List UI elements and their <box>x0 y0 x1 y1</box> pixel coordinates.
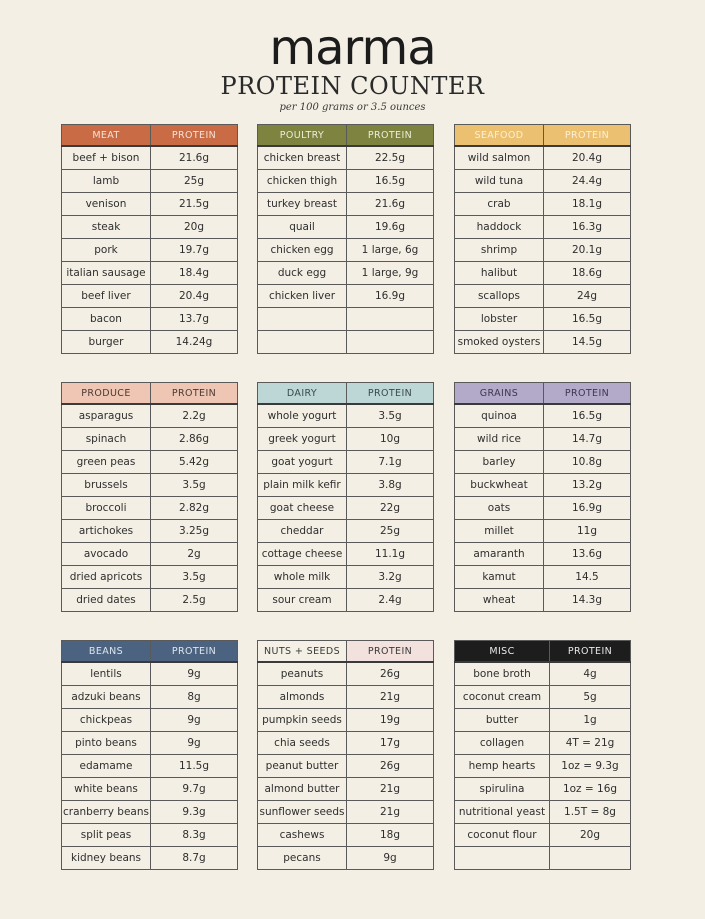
table-row <box>62 239 238 262</box>
food-name: duck egg <box>258 262 347 285</box>
protein-value: 3.5g <box>151 566 238 589</box>
protein-header: PROTEIN <box>544 125 631 147</box>
protein-value: 1oz = 16g <box>550 778 631 801</box>
protein-value: 8g <box>151 686 238 709</box>
food-name: sour cream <box>258 589 347 612</box>
table-row <box>258 285 434 308</box>
food-name: sunflower seeds <box>258 801 347 824</box>
table-row <box>455 497 631 520</box>
table-header-row <box>455 383 631 405</box>
food-name: kamut <box>455 566 544 589</box>
beans-table <box>61 640 238 870</box>
food-name: nutritional yeast <box>455 801 550 824</box>
table-row <box>455 778 631 801</box>
food-name: cashews <box>258 824 347 847</box>
protein-value: 14.7g <box>544 428 631 451</box>
protein-value: 18.6g <box>544 262 631 285</box>
food-name: oats <box>455 497 544 520</box>
protein-value: 9g <box>151 732 238 755</box>
page-subtitle: per 100 grams or 3.5 ounces <box>279 102 426 113</box>
table-row <box>62 451 238 474</box>
protein-value <box>550 847 631 870</box>
table-row <box>62 193 238 216</box>
table-row <box>455 193 631 216</box>
food-name: butter <box>455 709 550 732</box>
page-title: PROTEIN COUNTER <box>220 72 485 100</box>
food-name: lentils <box>62 662 151 686</box>
table-row <box>62 566 238 589</box>
category-header: BEANS <box>62 641 151 663</box>
protein-header: PROTEIN <box>151 383 238 405</box>
table-header-row <box>62 641 238 663</box>
category-header: PRODUCE <box>62 383 151 405</box>
protein-value: 24.4g <box>544 170 631 193</box>
table-header-row <box>258 641 434 663</box>
food-name: quinoa <box>455 404 544 428</box>
table-row <box>258 474 434 497</box>
protein-value: 8.3g <box>151 824 238 847</box>
protein-value: 14.3g <box>544 589 631 612</box>
protein-value: 1g <box>550 709 631 732</box>
table-header-row <box>455 641 631 663</box>
food-name: broccoli <box>62 497 151 520</box>
protein-value: 20.4g <box>151 285 238 308</box>
food-name <box>455 847 550 870</box>
protein-value: 13.2g <box>544 474 631 497</box>
table-row <box>455 732 631 755</box>
protein-value: 7.1g <box>347 451 434 474</box>
category-header: DAIRY <box>258 383 347 405</box>
protein-value: 20g <box>151 216 238 239</box>
produce-table <box>61 382 238 612</box>
table-row <box>258 847 434 870</box>
food-name: goat cheese <box>258 497 347 520</box>
protein-value: 16.9g <box>347 285 434 308</box>
table-row <box>258 216 434 239</box>
protein-value: 19.6g <box>347 216 434 239</box>
protein-value: 21g <box>347 801 434 824</box>
food-name: cheddar <box>258 520 347 543</box>
protein-value: 26g <box>347 755 434 778</box>
table-row <box>258 428 434 451</box>
table-row <box>455 801 631 824</box>
protein-value: 21g <box>347 686 434 709</box>
protein-value: 26g <box>347 662 434 686</box>
food-name: wild rice <box>455 428 544 451</box>
table-row <box>62 589 238 612</box>
food-name: edamame <box>62 755 151 778</box>
table-row <box>455 474 631 497</box>
food-name: beef liver <box>62 285 151 308</box>
food-name: lamb <box>62 170 151 193</box>
protein-header: PROTEIN <box>550 641 631 663</box>
protein-value: 8.7g <box>151 847 238 870</box>
food-name: dried apricots <box>62 566 151 589</box>
protein-value: 9.3g <box>151 801 238 824</box>
protein-value: 13.6g <box>544 543 631 566</box>
food-name: goat yogurt <box>258 451 347 474</box>
food-name: wheat <box>455 589 544 612</box>
table-row <box>62 778 238 801</box>
food-name: asparagus <box>62 404 151 428</box>
table-row <box>62 262 238 285</box>
protein-value: 16.5g <box>544 308 631 331</box>
table-row <box>455 146 631 170</box>
table-row <box>455 239 631 262</box>
food-name: beef + bison <box>62 146 151 170</box>
protein-value: 11g <box>544 520 631 543</box>
table-row <box>455 709 631 732</box>
food-name: plain milk kefir <box>258 474 347 497</box>
protein-value: 16.9g <box>544 497 631 520</box>
protein-value: 17g <box>347 732 434 755</box>
protein-value: 9g <box>151 709 238 732</box>
protein-value: 19g <box>347 709 434 732</box>
protein-value: 22.5g <box>347 146 434 170</box>
food-name: halibut <box>455 262 544 285</box>
table-row <box>258 146 434 170</box>
food-name: bacon <box>62 308 151 331</box>
protein-value: 21.6g <box>347 193 434 216</box>
protein-value: 1 large, 6g <box>347 239 434 262</box>
seafood-table <box>454 124 631 354</box>
food-name: barley <box>455 451 544 474</box>
protein-value: 25g <box>151 170 238 193</box>
food-name: crab <box>455 193 544 216</box>
protein-value: 4T = 21g <box>550 732 631 755</box>
poultry-table <box>257 124 434 354</box>
protein-value: 10.8g <box>544 451 631 474</box>
table-header-row <box>62 383 238 405</box>
protein-value: 16.5g <box>347 170 434 193</box>
table-row <box>455 331 631 354</box>
table-row <box>455 520 631 543</box>
protein-value: 18.4g <box>151 262 238 285</box>
table-row <box>258 170 434 193</box>
category-header: MISC <box>455 641 550 663</box>
table-row <box>62 847 238 870</box>
food-name: pumpkin seeds <box>258 709 347 732</box>
table-row <box>258 520 434 543</box>
table-row <box>258 239 434 262</box>
protein-value: 3.5g <box>347 404 434 428</box>
category-header: POULTRY <box>258 125 347 147</box>
protein-value: 1.5T = 8g <box>550 801 631 824</box>
table-row <box>455 216 631 239</box>
table-row <box>258 732 434 755</box>
table-row <box>258 589 434 612</box>
protein-value: 2.2g <box>151 404 238 428</box>
protein-value: 9g <box>347 847 434 870</box>
table-row <box>455 543 631 566</box>
table-row <box>455 308 631 331</box>
food-name: cottage cheese <box>258 543 347 566</box>
table-row <box>62 170 238 193</box>
grains-table <box>454 382 631 612</box>
table-row <box>62 331 238 354</box>
table-row <box>62 497 238 520</box>
table-row <box>62 146 238 170</box>
protein-value: 3.5g <box>151 474 238 497</box>
category-header: MEAT <box>62 125 151 147</box>
food-name: coconut flour <box>455 824 550 847</box>
protein-value: 22g <box>347 497 434 520</box>
food-name: kidney beans <box>62 847 151 870</box>
food-name: bone broth <box>455 662 550 686</box>
protein-value: 1 large, 9g <box>347 262 434 285</box>
table-row <box>258 404 434 428</box>
food-name: quail <box>258 216 347 239</box>
protein-value: 2.4g <box>347 589 434 612</box>
food-name: scallops <box>455 285 544 308</box>
table-row <box>62 428 238 451</box>
protein-value: 20.1g <box>544 239 631 262</box>
table-header-row <box>258 125 434 147</box>
food-name: chicken liver <box>258 285 347 308</box>
protein-value: 11.5g <box>151 755 238 778</box>
protein-value: 21.5g <box>151 193 238 216</box>
food-name: chicken breast <box>258 146 347 170</box>
protein-value: 11.1g <box>347 543 434 566</box>
protein-value: 4g <box>550 662 631 686</box>
food-name: white beans <box>62 778 151 801</box>
table-row <box>455 404 631 428</box>
food-name: almond butter <box>258 778 347 801</box>
table-row <box>455 285 631 308</box>
dairy-table <box>257 382 434 612</box>
category-header: NUTS + SEEDS <box>258 641 347 663</box>
table-row <box>258 778 434 801</box>
food-name: artichokes <box>62 520 151 543</box>
food-name: burger <box>62 331 151 354</box>
food-name: turkey breast <box>258 193 347 216</box>
table-header-row <box>258 383 434 405</box>
protein-value: 25g <box>347 520 434 543</box>
food-name: pinto beans <box>62 732 151 755</box>
table-header-row <box>62 125 238 147</box>
food-name: steak <box>62 216 151 239</box>
table-row <box>455 451 631 474</box>
food-name: greek yogurt <box>258 428 347 451</box>
food-name: chickpeas <box>62 709 151 732</box>
protein-value: 21.6g <box>151 146 238 170</box>
food-name: haddock <box>455 216 544 239</box>
food-name: hemp hearts <box>455 755 550 778</box>
food-name: chicken thigh <box>258 170 347 193</box>
food-name: smoked oysters <box>455 331 544 354</box>
food-name: amaranth <box>455 543 544 566</box>
food-name: venison <box>62 193 151 216</box>
protein-value: 2.5g <box>151 589 238 612</box>
table-row <box>258 566 434 589</box>
food-name: shrimp <box>455 239 544 262</box>
food-name: peanuts <box>258 662 347 686</box>
table-row <box>258 801 434 824</box>
table-row <box>455 170 631 193</box>
protein-value: 2.86g <box>151 428 238 451</box>
table-row <box>62 308 238 331</box>
food-name: italian sausage <box>62 262 151 285</box>
table-row <box>455 262 631 285</box>
food-name <box>258 331 347 354</box>
food-name: coconut cream <box>455 686 550 709</box>
food-name: whole milk <box>258 566 347 589</box>
table-row <box>455 755 631 778</box>
meat-table <box>61 124 238 354</box>
protein-value <box>347 308 434 331</box>
table-row <box>455 662 631 686</box>
table-row <box>455 847 631 870</box>
protein-header: PROTEIN <box>151 641 238 663</box>
table-row <box>258 497 434 520</box>
protein-value: 3.2g <box>347 566 434 589</box>
protein-value: 20.4g <box>544 146 631 170</box>
protein-header: PROTEIN <box>347 125 434 147</box>
food-name: peanut butter <box>258 755 347 778</box>
food-name: whole yogurt <box>258 404 347 428</box>
protein-value: 3.25g <box>151 520 238 543</box>
protein-value: 3.8g <box>347 474 434 497</box>
protein-value: 10g <box>347 428 434 451</box>
food-name: wild salmon <box>455 146 544 170</box>
food-name: buckwheat <box>455 474 544 497</box>
protein-value: 19.7g <box>151 239 238 262</box>
protein-value: 18g <box>347 824 434 847</box>
brand-logo: marma <box>269 20 436 76</box>
table-row <box>258 662 434 686</box>
table-row <box>258 331 434 354</box>
table-row <box>258 262 434 285</box>
table-row <box>455 589 631 612</box>
food-name: chia seeds <box>258 732 347 755</box>
food-name: avocado <box>62 543 151 566</box>
table-row <box>62 732 238 755</box>
food-name: split peas <box>62 824 151 847</box>
table-row <box>62 474 238 497</box>
protein-value: 14.24g <box>151 331 238 354</box>
protein-value: 14.5g <box>544 331 631 354</box>
protein-header: PROTEIN <box>347 641 434 663</box>
protein-value: 16.3g <box>544 216 631 239</box>
table-row <box>258 543 434 566</box>
table-row <box>258 709 434 732</box>
protein-value: 9.7g <box>151 778 238 801</box>
protein-header: PROTEIN <box>151 125 238 147</box>
table-row <box>62 520 238 543</box>
table-row <box>455 686 631 709</box>
food-name: wild tuna <box>455 170 544 193</box>
table-row <box>258 824 434 847</box>
protein-value <box>347 331 434 354</box>
protein-value: 18.1g <box>544 193 631 216</box>
protein-value: 20g <box>550 824 631 847</box>
table-row <box>62 709 238 732</box>
protein-value: 2g <box>151 543 238 566</box>
table-header-row <box>455 125 631 147</box>
table-row <box>62 216 238 239</box>
table-row <box>62 404 238 428</box>
table-row <box>62 801 238 824</box>
table-row <box>62 755 238 778</box>
protein-header: PROTEIN <box>544 383 631 405</box>
table-row <box>258 193 434 216</box>
protein-value: 24g <box>544 285 631 308</box>
food-name: adzuki beans <box>62 686 151 709</box>
protein-value: 5g <box>550 686 631 709</box>
table-row <box>258 451 434 474</box>
food-name: pecans <box>258 847 347 870</box>
food-name: green peas <box>62 451 151 474</box>
misc-table <box>454 640 631 870</box>
protein-value: 2.82g <box>151 497 238 520</box>
protein-value: 13.7g <box>151 308 238 331</box>
protein-value: 1oz = 9.3g <box>550 755 631 778</box>
category-header: SEAFOOD <box>455 125 544 147</box>
protein-value: 21g <box>347 778 434 801</box>
food-name: almonds <box>258 686 347 709</box>
protein-value: 14.5 <box>544 566 631 589</box>
protein-value: 5.42g <box>151 451 238 474</box>
food-name: chicken egg <box>258 239 347 262</box>
table-row <box>62 824 238 847</box>
table-row <box>455 428 631 451</box>
table-row <box>455 824 631 847</box>
table-row <box>62 285 238 308</box>
food-name: dried dates <box>62 589 151 612</box>
food-name: millet <box>455 520 544 543</box>
table-row <box>62 543 238 566</box>
protein-value: 16.5g <box>544 404 631 428</box>
food-name: lobster <box>455 308 544 331</box>
table-row <box>62 686 238 709</box>
nuts-table <box>257 640 434 870</box>
food-name: cranberry beans <box>62 801 151 824</box>
table-row <box>258 308 434 331</box>
table-row <box>62 662 238 686</box>
category-header: GRAINS <box>455 383 544 405</box>
food-name: brussels <box>62 474 151 497</box>
table-row <box>455 566 631 589</box>
protein-header: PROTEIN <box>347 383 434 405</box>
food-name: collagen <box>455 732 550 755</box>
protein-value: 9g <box>151 662 238 686</box>
food-name: spinach <box>62 428 151 451</box>
food-name: pork <box>62 239 151 262</box>
food-name <box>258 308 347 331</box>
food-name: spirulina <box>455 778 550 801</box>
table-row <box>258 686 434 709</box>
table-row <box>258 755 434 778</box>
